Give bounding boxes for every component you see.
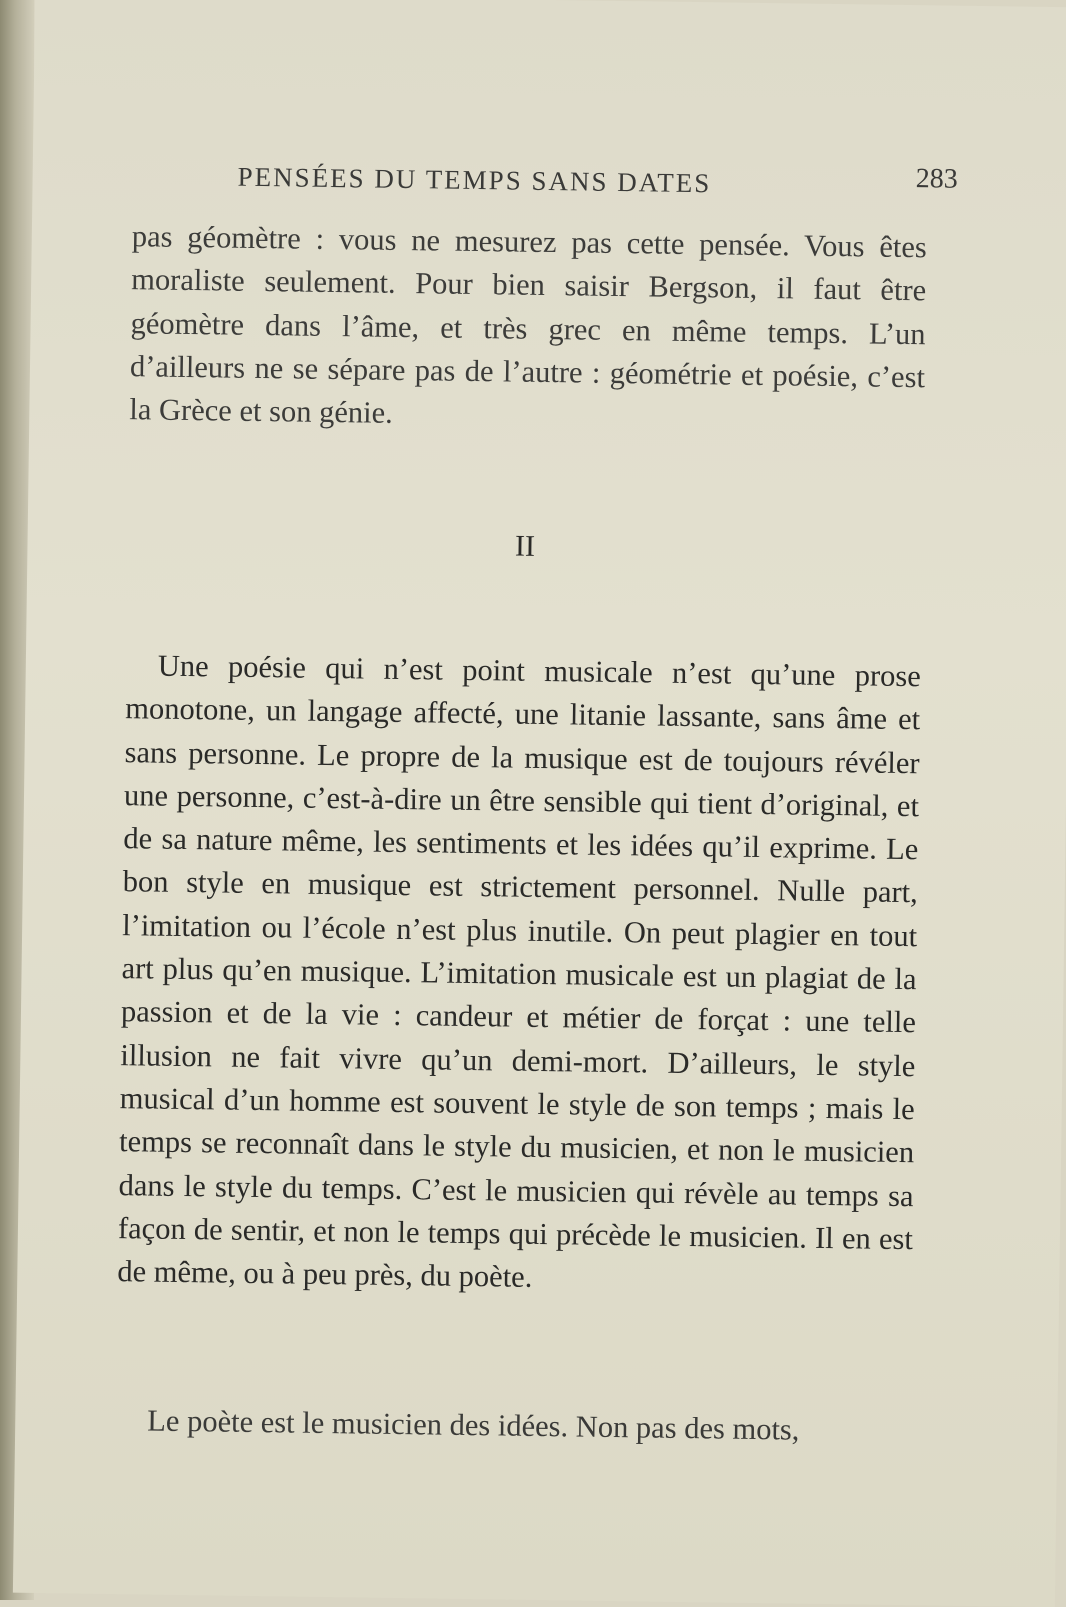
running-title: PENSÉES DU TEMPS SANS DATES bbox=[237, 161, 712, 199]
paragraph-main: Une poésie qui n’est point musicale n’est qu’une prose monotone, un langage affecté, une litanie lassante, sans âme et sans personne. Le propre de la musique est de toujours révéler une personne, c’est-à-dire un être sensible qui tient d’original, et de sa nature même, les sentiments et les idées qu’il exprime. Le bon style en musique est strictement personnel. Nulle part, l’imitation ou l’école n’est plus inutile. On peut plagier en tout art plus qu’en musique. L’imitation musicale est un plagiat de la passion et de la vie : candeur et métier de forçat : une telle illusion ne fait vivre qu’un demi-mort. D’ailleurs, le style musical d’un homme est souvent le style de son temps ; mais le temps se reconnaît dans le style du musicien, et non le musicien dans le style du temps. C’est le musicien qui révèle au temps sa façon de sentir, et non le temps qui précède le musicien. Il en est de même, ou à peu près, du poète. bbox=[117, 648, 922, 1295]
book-page bbox=[13, 0, 1066, 1607]
paragraph-next: Le poète est le musicien des idées. Non pas des mots, bbox=[147, 1403, 800, 1447]
section-heading: II bbox=[514, 529, 536, 563]
paragraph-continued: pas géomètre : vous ne mesurez pas cette pensée. Vous êtes moraliste seulement. Pour bien saisir Bergson, il faut être géomètre dans l’âme, et très grec en même temps. L’un d’ailleurs ne se sépare pas de l’autre : géométrie et poésie, c’est la Grèce et son génie. bbox=[129, 219, 927, 431]
running-head bbox=[237, 154, 957, 204]
page-number: 283 bbox=[915, 163, 958, 195]
